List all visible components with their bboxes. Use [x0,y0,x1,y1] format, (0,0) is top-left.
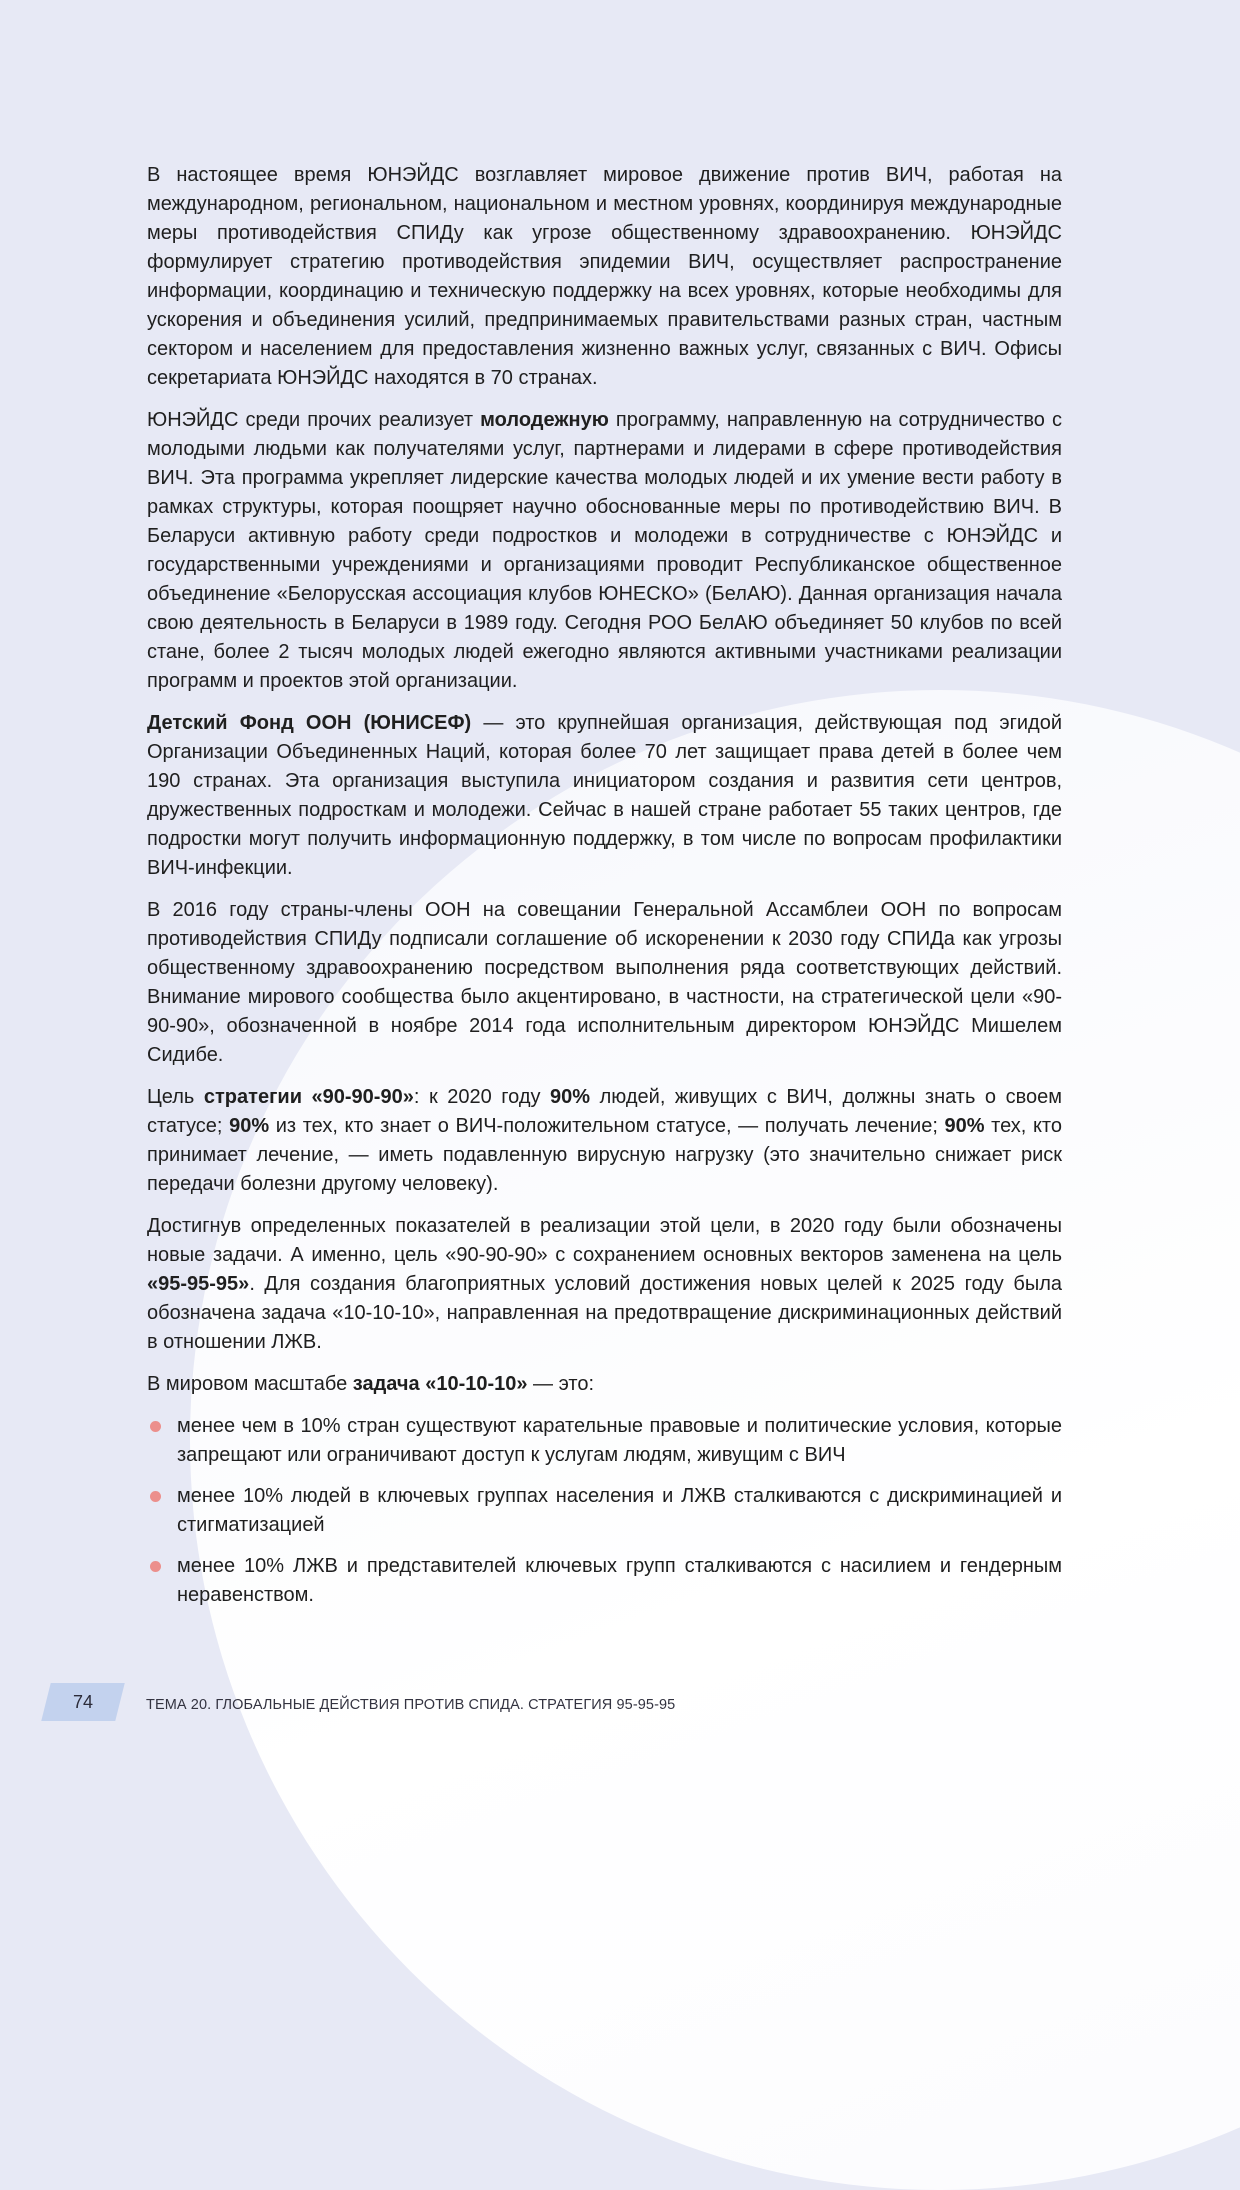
text-run: В 2016 году страны-члены ООН на совещании Генеральной Ассамблеи ООН по вопросам противодействия СПИДу подписали соглашение об искоренении к 2030 году СПИДа как угрозы общественному здравоохранению посредством выполнения ряда соответствующих действий. Внимание мирового сообщества было акцентировано, в частности, на стратегической цели «90-90-90», обозначенной в ноябре 2014 года исполнительным директором ЮНЭЙДС Мишелем Сидибе. [147,899,1062,1066]
paragraph [147,406,1062,696]
text-run: В мировом масштабе [147,1373,353,1395]
page-content [147,161,1062,1622]
text-run: — это: [527,1373,594,1395]
paragraph [147,896,1062,1070]
bullet-dot-icon [150,1421,161,1432]
bold-text: Детский Фонд ООН (ЮНИСЕФ) [147,712,472,734]
text-run: тех, кто принимает лечение, — иметь подавленную вирусную нагрузку (это значительно снижает риск передачи болезни другому человеку). [147,1115,1062,1195]
text-run: В настоящее время ЮНЭЙДС возглавляет мировое движение против ВИЧ, работая на международном, региональном, национальном и местном уровнях, координируя международные меры противодействия СПИДу как угрозе общественному здравоохранению. ЮНЭЙДС формулирует стратегию противодействия эпидемии ВИЧ, осуществляет распространение информации, координацию и техническую поддержку на всех уровнях, которые необходимы для ускорения и объединения усилий, предпринимаемых правительствами разных стран, частным сектором и населением для предоставления жизненно важных услуг, связанных с ВИЧ. Офисы секретариата ЮНЭЙДС находятся в 70 странах. [147,164,1062,389]
page-number: 74 [72,1692,94,1712]
bold-text: «95-95-95» [147,1273,250,1295]
text-run: Цель [147,1086,204,1108]
text-run: программу, направленную на сотрудничество с молодыми людьми как получателями услуг, партнерами и лидерами в сфере противодействия ВИЧ. Эта программа укрепляет лидерские качества молодых людей и их умение вести работу в рамках структуры, которая поощряет научно обоснованные меры по противодействию ВИЧ. В Беларуси активную работу среди подростков и молодежи в сотрудничестве с ЮНЭЙДС и государственными учреждениями и организациями проводит Республиканское общественное объединение «Белорусская ассоциация клубов ЮНЕСКО» (БелАЮ). Данная организация начала свою деятельность в Беларуси в 1989 году. Сегодня РОО БелАЮ объединяет 50 клубов по всей стане, более 2 тысяч молодых людей ежегодно являются активными участниками реализации программ и проектов этой организации. [147,409,1062,692]
text-run: ЮНЭЙДС среди прочих реализует [147,409,481,431]
list-item [147,1412,1062,1470]
paragraph [147,1212,1062,1357]
text-run: из тех, кто знает о ВИЧ-положительном статусе, — получать лечение; [269,1115,945,1137]
bullet-dot-icon [150,1491,161,1502]
list-item-text: менее 10% ЛЖВ и представителей ключевых групп сталкиваются с насилием и гендерным неравенством. [177,1555,1062,1606]
list-item-text: менее чем в 10% стран существуют карательные правовые и политические условия, которые запрещают или ограничивают доступ к услугам людям, живущим с ВИЧ [177,1415,1062,1466]
bold-text: 90% [229,1115,270,1137]
text-run: Достигнув определенных показателей в реализации этой цели, в 2020 году были обозначены новые задачи. А именно, цель «90-90-90» с сохранением основных векторов заменена на цель [147,1215,1062,1266]
bold-text: задача «10-10-10» [352,1373,528,1395]
text-run: людей, живущих с ВИЧ, должны знать о своем статусе; [147,1086,1062,1137]
paragraph [147,161,1062,393]
paragraph [147,1083,1062,1199]
text-run: . Для создания благоприятных условий достижения новых целей к 2025 году была обозначена задача «10-10-10», направленная на предотвращение дискриминационных действий в отношении ЛЖВ. [147,1273,1062,1353]
list-item [147,1482,1062,1540]
body-text [147,161,1062,1399]
bold-text: молодежную [480,409,609,431]
bullet-dot-icon [150,1561,161,1572]
bold-text: стратегии «90-90-90» [203,1086,414,1108]
paragraph [147,1370,1062,1399]
list-item [147,1552,1062,1610]
bold-text: 90% [944,1115,985,1137]
bullet-list [147,1412,1062,1610]
text-run: : к 2020 году [413,1086,551,1108]
text-run: — это крупнейшая организация, действующая под эгидой Организации Объединенных Наций, которая более 70 лет защищает права детей в более чем 190 странах. Эта организация выступила инициатором создания и развития сети центров, дружественных подросткам и молодежи. Сейчас в нашей стране работает 55 таких центров, где подростки могут получить информационную поддержку, в том числе по вопросам профилактики ВИЧ-инфекции. [147,712,1063,879]
paragraph [147,709,1062,883]
bold-text: 90% [550,1086,591,1108]
running-title: ТЕМА 20. ГЛОБАЛЬНЫЕ ДЕЙСТВИЯ ПРОТИВ СПИДА. СТРАТЕГИЯ 95-95-95 [146,1697,676,1713]
list-item-text: менее 10% людей в ключевых группах населения и ЛЖВ сталкиваются с дискриминацией и стигматизацией [177,1485,1062,1536]
